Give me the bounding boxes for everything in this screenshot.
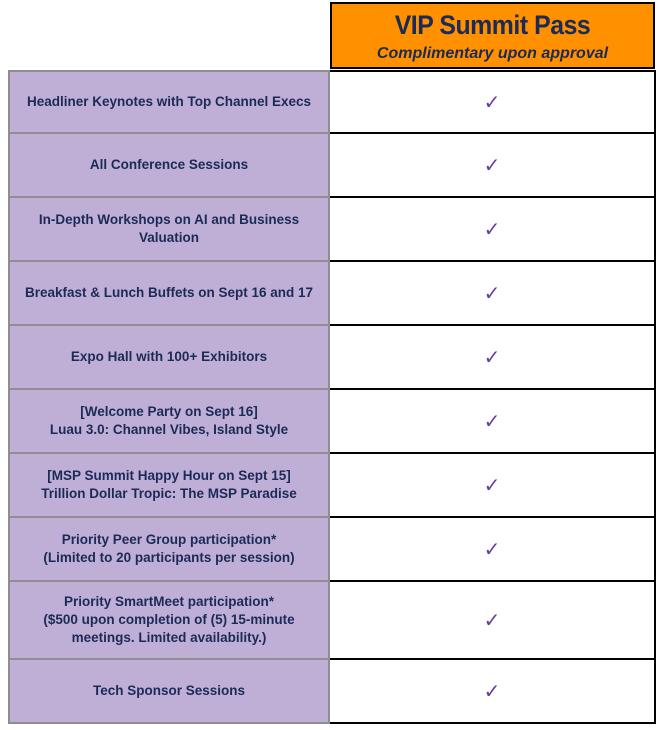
feature-label: Expo Hall with 100+ Exhibitors — [8, 326, 330, 390]
feature-label: All Conference Sessions — [8, 134, 330, 198]
table-row — [8, 582, 656, 660]
checkmark-icon: ✓ — [483, 679, 501, 703]
check-cell — [330, 582, 656, 660]
feature-label: Breakfast & Lunch Buffets on Sept 16 and 17 — [8, 262, 330, 326]
table-row — [8, 198, 656, 262]
check-cell — [330, 454, 656, 518]
feature-label: Priority SmartMeet participation* ($500 upon completion of (5) 15-minute meetings. Limited availability.) — [8, 582, 330, 660]
checkmark-icon: ✓ — [483, 409, 501, 433]
check-cell — [330, 518, 656, 582]
checkmark-icon: ✓ — [483, 345, 501, 369]
table-row — [8, 454, 656, 518]
table-row — [8, 518, 656, 582]
feature-table — [8, 70, 656, 724]
feature-label: Priority Peer Group participation* (Limited to 20 participants per session) — [8, 518, 330, 582]
checkmark-icon: ✓ — [483, 537, 501, 561]
checkmark-icon: ✓ — [483, 90, 501, 114]
pass-title: VIP Summit Pass — [394, 10, 591, 40]
table-row — [8, 326, 656, 390]
check-cell — [330, 134, 656, 198]
checkmark-icon: ✓ — [483, 608, 501, 632]
checkmark-icon: ✓ — [483, 153, 501, 177]
feature-label: Tech Sponsor Sessions — [8, 660, 330, 724]
feature-label: [Welcome Party on Sept 16] Luau 3.0: Channel Vibes, Island Style — [8, 390, 330, 454]
check-cell — [330, 326, 656, 390]
check-cell — [330, 262, 656, 326]
checkmark-icon: ✓ — [483, 217, 501, 241]
checkmark-icon: ✓ — [483, 281, 501, 305]
pass-subtitle: Complimentary upon approval — [376, 45, 609, 62]
checkmark-icon: ✓ — [483, 473, 501, 497]
check-cell — [330, 198, 656, 262]
table-row — [8, 134, 656, 198]
feature-label: [MSP Summit Happy Hour on Sept 15] Trillion Dollar Tropic: The MSP Paradise — [8, 454, 330, 518]
table-row — [8, 70, 656, 134]
table-row — [8, 262, 656, 326]
check-cell — [330, 70, 656, 134]
table-row — [8, 390, 656, 454]
table-row — [8, 660, 656, 724]
check-cell — [330, 660, 656, 724]
feature-label: Headliner Keynotes with Top Channel Execs — [8, 70, 330, 134]
pass-header — [330, 2, 655, 69]
check-cell — [330, 390, 656, 454]
feature-label: In-Depth Workshops on AI and Business Valuation — [8, 198, 330, 262]
